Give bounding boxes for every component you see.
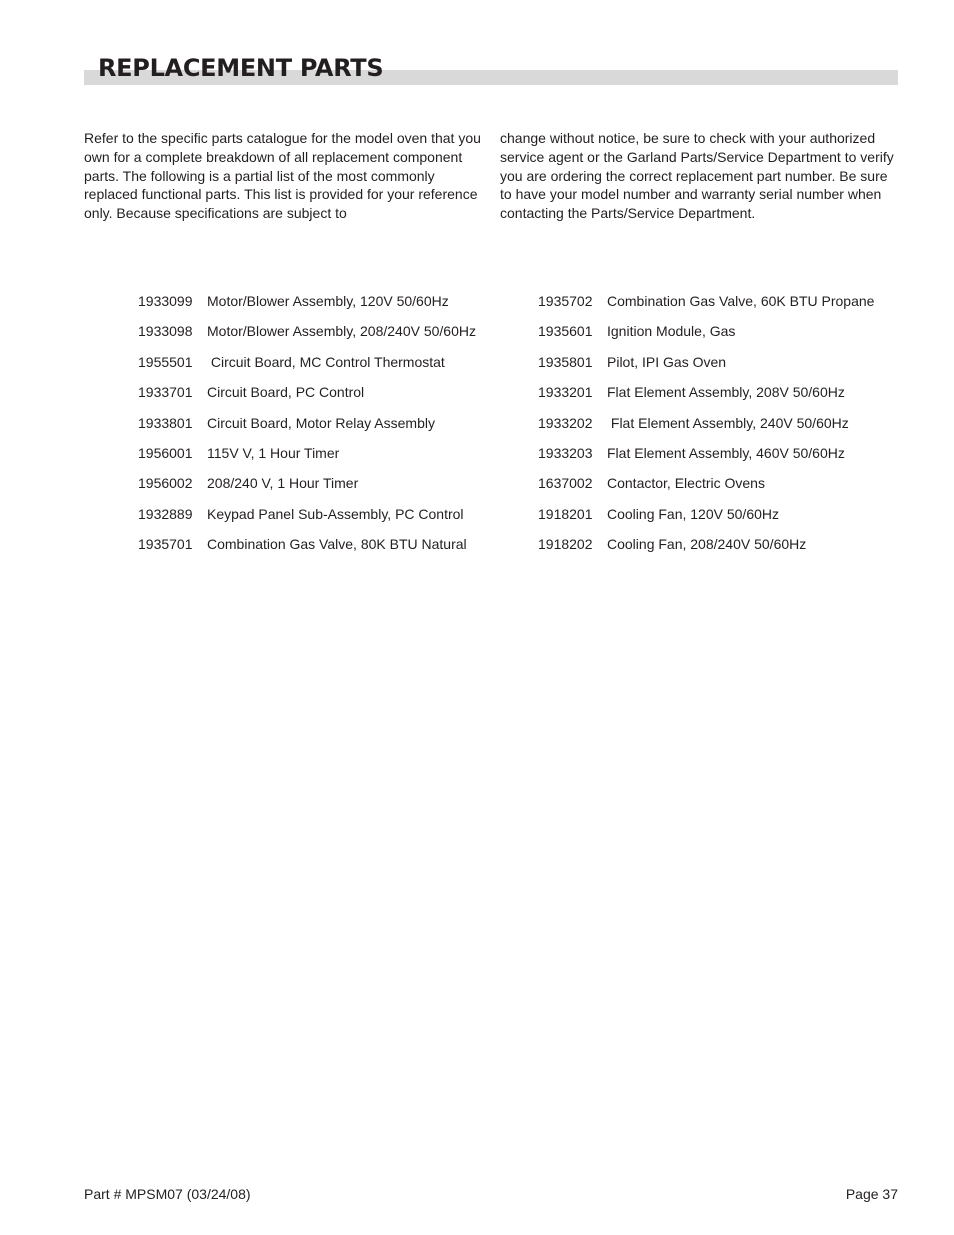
intro-text-right: change without notice, be sure to check with your authorized service agent or the Garland Parts/Service Department to verify you are ordering the correct replacement part number. Be sure to have your model number and warranty serial number when contacting the Parts/Service Department. [500,130,894,222]
part-description: Circuit Board, Motor Relay Assembly [207,414,435,431]
part-row [138,474,476,504]
part-number: 1918202 [538,536,593,553]
part-row [538,353,874,383]
part-row [138,322,476,352]
part-description: Flat Element Assembly, 240V 50/60Hz [607,414,849,431]
part-row [538,292,874,322]
part-number: 1935801 [538,353,593,370]
page-title: REPLACEMENT PARTS [98,54,384,82]
part-number: 1935701 [138,536,193,553]
part-description: Flat Element Assembly, 460V 50/60Hz [607,444,845,461]
intro-text-left: Refer to the specific parts catalogue for the model oven that you own for a complete breakdown of all replacement component parts. The following is a partial list of the most commonly replaced functional parts. This list is provided for your reference only. Because specifications are subject to [84,130,481,222]
part-row [138,505,476,535]
part-row [538,322,874,352]
part-description: 115V V, 1 Hour Timer [207,444,340,461]
part-number: 1637002 [538,475,593,492]
part-number: 1933098 [138,323,193,340]
part-number: 1933701 [138,384,193,401]
part-number: 1933201 [538,384,593,401]
part-description: Contactor, Electric Ovens [607,475,765,492]
footer-part-number: Part # MPSM07 (03/24/08) [84,1186,251,1202]
part-number: 1933801 [138,414,193,431]
part-number: 1955501 [138,353,193,370]
part-description: Cooling Fan, 120V 50/60Hz [607,505,779,522]
part-number: 1956001 [138,444,193,461]
part-description: Ignition Module, Gas [607,323,736,340]
part-description: Flat Element Assembly, 208V 50/60Hz [607,384,845,401]
part-description: Combination Gas Valve, 80K BTU Natural [207,536,467,553]
part-description: Circuit Board, MC Control Thermostat [207,353,445,370]
part-number: 1956002 [138,475,193,492]
part-row [538,505,874,535]
part-row [538,474,874,504]
part-row [538,414,874,444]
part-row [538,535,874,565]
part-description: Keypad Panel Sub-Assembly, PC Control [207,505,464,522]
part-description: Cooling Fan, 208/240V 50/60Hz [607,536,807,553]
part-description: Motor/Blower Assembly, 120V 50/60Hz [207,293,449,309]
part-row [538,444,874,474]
parts-list-left [138,292,476,566]
part-description: Circuit Board, PC Control [207,384,365,401]
part-number: 1935601 [538,323,593,340]
part-description: 208/240 V, 1 Hour Timer [207,475,359,492]
parts-list-right [538,292,874,566]
part-row [138,292,476,322]
part-row [138,444,476,474]
part-description: Pilot, IPI Gas Oven [607,353,727,370]
part-row [138,353,476,383]
part-number: 1932889 [138,505,193,522]
part-number: 1935702 [538,293,593,309]
footer-page-number: Page 37 [845,1186,898,1202]
part-number: 1918201 [538,505,593,522]
part-row [138,535,476,565]
part-number: 1933202 [538,414,593,431]
part-number: 1933203 [538,444,593,461]
part-row [138,383,476,413]
part-description: Motor/Blower Assembly, 208/240V 50/60Hz [207,323,476,340]
part-number: 1933099 [138,293,193,309]
part-row [138,414,476,444]
part-row [538,383,874,413]
part-description: Combination Gas Valve, 60K BTU Propane [607,293,875,309]
